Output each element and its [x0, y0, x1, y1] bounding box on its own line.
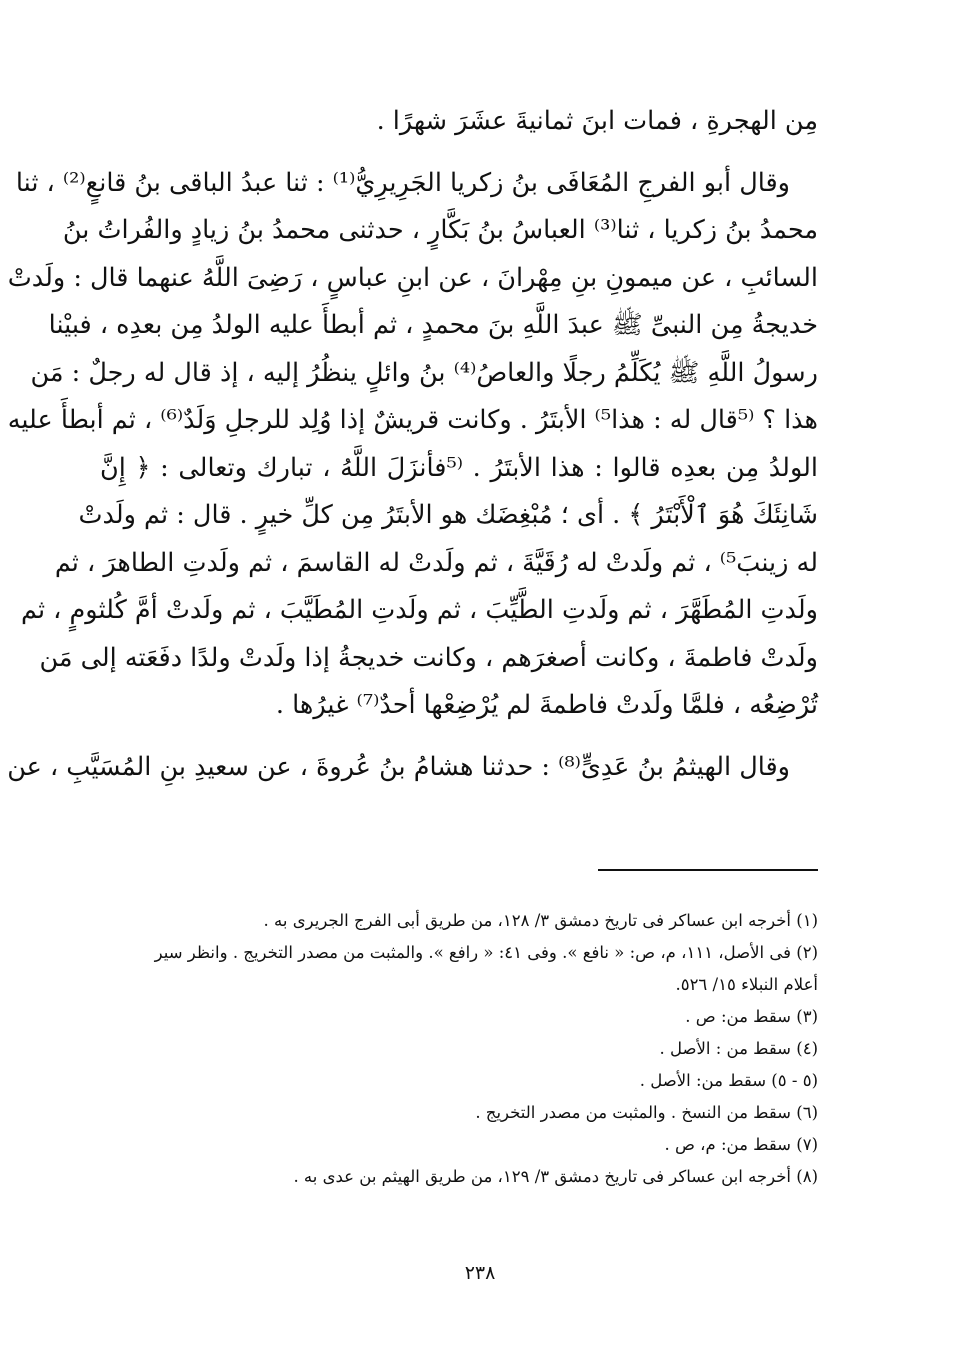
paragraph-1 — [100, 98, 818, 146]
page-body — [7, 98, 818, 791]
text-line: شَانِئَكَ هُوَ ٱلْأَبْتَرُ ﴾ . أى ؛ مُبْغِضَك هو الأبتَرُ مِن كلِّ خيرٍ . قال : ثم ولَدتْ — [78, 500, 818, 530]
footnote-8 — [100, 1161, 818, 1193]
text-line: رسولُ اللَّهِ ﷺ يُكَلِّمُ رجلًا والعاصُ⁽⁴⁾ بنُ وائلٍ ينظُرُ إليه ، إذ قال له رجلٌ : مَن — [30, 357, 818, 388]
text-line: السائبِ ، عن ميمونِ بنِ مِهْرانَ ، عن ابنِ عباسٍ ، رَضِىَ اللَّهُ عنهما قال : ولَدتْ — [7, 262, 818, 293]
footnote-line: (٦) سقط من النسخ . والمثبت من مصدر التخريج . — [475, 1103, 818, 1122]
footnote-2 — [100, 937, 818, 1001]
footnote-line: (٥ - ٥) سقط من: الأصل . — [639, 1071, 818, 1090]
footnote-line: أعلام النبلاء ١٥/ ٥٢٦. — [675, 975, 818, 994]
footnote-line: (٨) أخرجه ابن عساكر فى تاريخ دمشق ٣/ ١٢٩، من طريق الهيثم بن عدى به . — [293, 1167, 818, 1186]
footnotes — [100, 905, 818, 1193]
footnote-4 — [100, 1033, 818, 1065]
footnote-6 — [100, 1097, 818, 1129]
paragraph-3 — [7, 744, 818, 792]
footnote-line: (٤) سقط من : الأصل . — [659, 1039, 818, 1058]
text-line: محمدُ بنُ زكريا ، ثنا⁽³⁾ العباسُ بنُ بَكَّارٍ ، حدثنى محمدُ بنُ زيادٍ والفُراتُ بنُ — [62, 215, 818, 245]
footnote-line: (٣) سقط من: ص . — [685, 1007, 818, 1026]
text-line: وقال أبو الفرجِ المُعَافَى بنُ زكريا الجَرِيرِيُّ⁽¹⁾ : ثنا عبدُ الباقى بنُ قانعٍ⁽²⁾ ، ثنا — [15, 167, 790, 198]
footnote-1 — [100, 905, 818, 937]
footnote-7 — [100, 1129, 818, 1161]
text-line: تُرْضِعُه ، فلمَّا ولَدتْ فاطمةَ لم يُرْضِعْها أحدٌ⁽⁷⁾ غيرُها . — [275, 690, 818, 720]
text-line: خديجةُ مِن النبىِّ ﷺ عبدَ اللَّهِ بنَ محمدٍ ، ثم أبطأَ عليه الولدُ مِن بعدِه ، فبيْنا — [48, 310, 818, 340]
main-text — [7, 98, 818, 791]
text-line: مِن الهجرةِ ، فمات ابنَ ثمانيةَ عشَرَ شهرًا . — [376, 106, 818, 136]
footnote-3 — [100, 1001, 818, 1033]
text-line: له زينبَ⁵⁾ ، ثم ولَدتْ له رُقَيَّةَ ، ثم ولَدتْ له القاسمَ ، ثم ولَدتِ الطاهرَ ، ثم — [54, 547, 818, 578]
text-line: وقال الهيثمُ بنُ عَدِىٍّ⁽⁸⁾ : حدثنا هشامُ بنُ عُروةَ ، عن سعيدِ بنِ المُسَيَّبِ ، عن — [7, 751, 790, 782]
footnote-5 — [100, 1065, 818, 1097]
footnote-separator — [598, 869, 818, 871]
footnote-line: (٢) فى الأصل، ١١١، م، ص: « نافع ». وفى ٤١: « رافع ». والمثبت من مصدر التخريج . وانظر سير — [154, 943, 818, 962]
page-number: ٢٣٨ — [464, 1262, 496, 1284]
text-line: ولَدتِ المُطَهَّرَ ، ثم ولَدتِ الطَّيِّبَ ، ثم ولَدتِ المُطَيَّبَ ، ثم ولَدتْ أمَّ كُلثومٍ ، ثم — [21, 595, 818, 625]
text-line: هذا ؟ ⁽⁵قال له : هذا⁵⁾ الأبتَرُ . وكانت قريشٌ إذا وُلِد للرجلِ وَلَدٌ⁽⁶⁾ ، ثم أبطأَ عليه — [7, 405, 818, 435]
footnote-line: (٧) سقط من: م، ص . — [664, 1135, 818, 1154]
text-line: ولَدتْ فاطمةَ ، وكانت أصغرَهم ، وكانت خديجةُ إذا ولَدتْ ولدًا دفَعَته إلى مَن — [39, 642, 818, 673]
paragraph-2 — [7, 160, 818, 730]
footnote-line: (١) أخرجه ابن عساكر فى تاريخ دمشق ٣/ ١٢٨، من طريق أبى الفرج الجريرى به . — [263, 911, 818, 930]
text-line: الولدُ مِن بعدِه قالوا : هذا الأبتَرُ . ⁽⁵فأنزَلَ اللَّهُ ، تبارك وتعالى : ﴿ إِنَّ — [100, 452, 818, 483]
